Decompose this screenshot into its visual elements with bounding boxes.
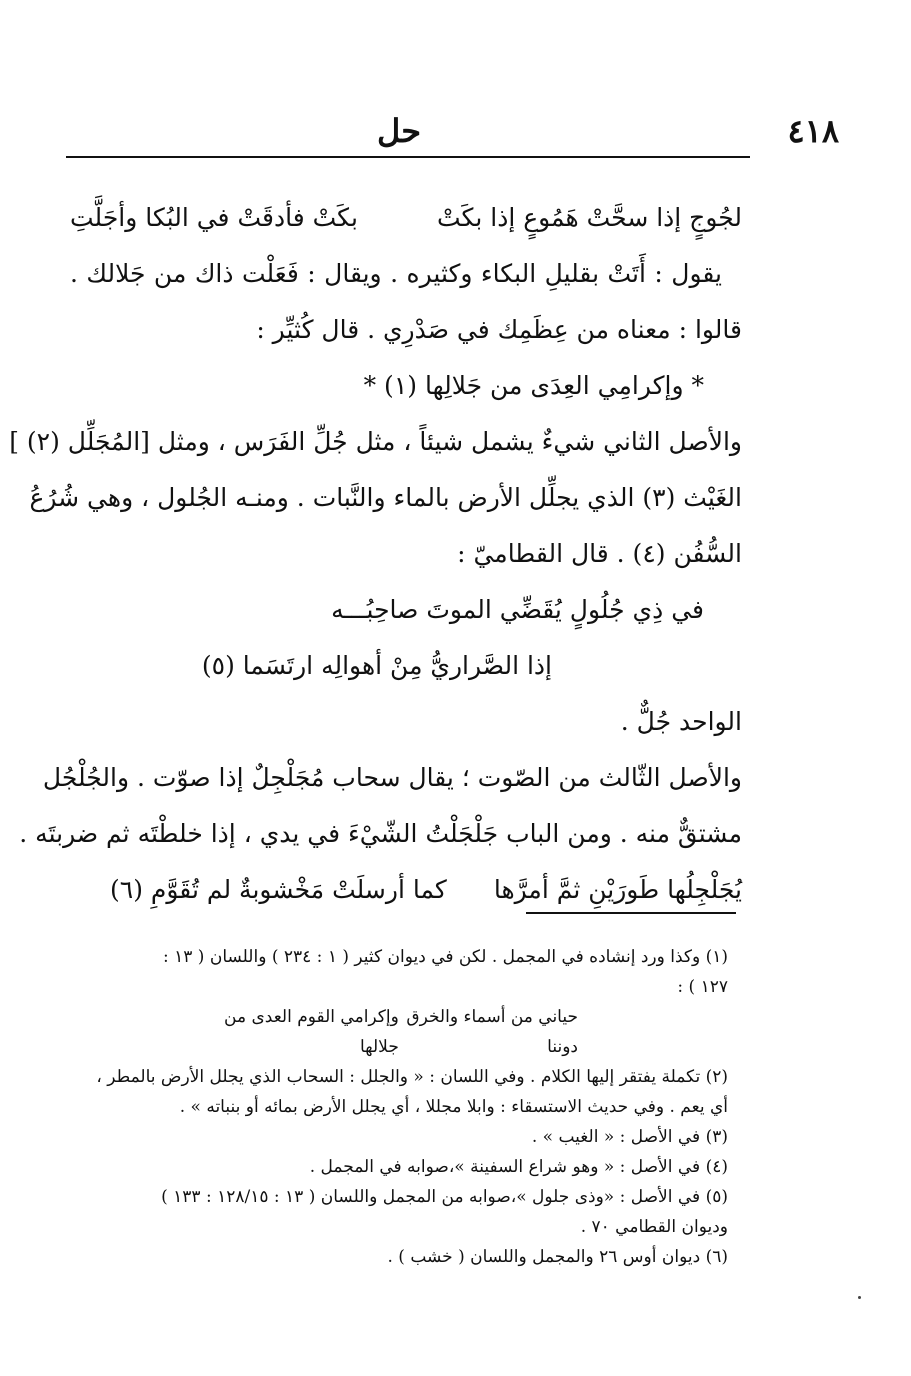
verse-hemistich-right: لجُوجٍ إذا سحَّتْ هَمُوعٍ إذا بكَتْ	[436, 203, 742, 232]
footnote-rule	[526, 912, 736, 914]
verse-line: إذا الصَّراريُّ مِنْ أهوالِه ارتَسَما (٥)	[201, 651, 552, 680]
footnote-1-cont: ١٢٧ ) :	[677, 977, 728, 997]
footnote-5-cont: وديوان القطامي ٧٠ .	[580, 1217, 728, 1237]
footnote-3: (٣) في الأصل : « الغيب » .	[531, 1127, 728, 1147]
verse-line: في ذِي جُلُولٍ يُقَضِّي الموتَ صاحِبُـــه	[331, 595, 704, 624]
footnote-4: (٤) في الأصل : « وهو شراع السفينة »،صوابه في المجمل .	[309, 1157, 728, 1177]
page-header	[66, 112, 839, 156]
footnote-verse-right: حياني من أسماء والخرق دوننا	[406, 1007, 578, 1057]
text-line: الغَيْث (٣) الذي يجلِّل الأرض بالماء والنَّبات . ومنـه الجُلول ، وهي شُرُعُ	[29, 483, 742, 512]
page-number: ٤١٨	[787, 112, 839, 150]
main-text	[9, 190, 742, 918]
running-title: حل	[376, 112, 421, 150]
verse-hemistich-left: كما أرسلَتْ مَخْشوبةٌ لم تُقَوَّمِ (٦)	[110, 875, 447, 904]
text-line: مشتقٌّ منه . ومن الباب جَلْجَلْتُ الشّيْءَ في يدي ، إذا خلطْتَه ثم ضربتَه .	[19, 819, 742, 848]
page-speck	[858, 1296, 861, 1299]
footnote-verse	[60, 1002, 728, 1062]
text-line: والأصل الثاني شيءٌ يشمل شيئاً ، مثل جُلِّ الفَرَس ، ومثل [المُجَلِّل (٢) ]	[9, 427, 742, 456]
verse-line: * وإكرامِي العِدَى من جَلالِها (١) *	[363, 371, 704, 400]
footnote-5: (٥) في الأصل : «وذى جلول »،صوابه من المجمل واللسان ( ١٣ : ١٢٨/١٥ : ١٣٣ )	[161, 1187, 728, 1207]
verse-line	[70, 862, 742, 918]
text-line: والأصل الثّالث من الصّوت ؛ يقال سحاب مُجَلْجِلٌ إذا صوّت . والجُلْجُل	[42, 763, 742, 792]
verse-line	[70, 190, 742, 246]
footnotes	[60, 942, 728, 1272]
footnote-1: (١) وكذا ورد إنشاده في المجمل . لكن في ديوان كثير ( ١ : ٢٣٤ ) واللسان ( ١٣ :	[163, 947, 728, 967]
text-line: الواحد جُلٌّ .	[620, 707, 742, 736]
footnote-2-cont: أي يعم . وفي حديث الاستسقاء : وابلا مجللا ، أي يجلل الأرض بمائه أو بنباته » .	[179, 1097, 728, 1117]
header-rule	[66, 156, 750, 158]
footnote-2: (٢) تكملة يفتقر إليها الكلام . وفي اللسان : « والجلل : السحاب الذي يجلل الأرض بالمطر ،	[96, 1067, 728, 1087]
footnote-verse-left: وإكرامي القوم العدى من جلالها	[224, 1007, 399, 1057]
footnote-6: (٦) ديوان أوس ٢٦ والمجمل واللسان ( خشب ) .	[387, 1247, 728, 1267]
verse-hemistich-right: يُجَلْجِلُها طَورَيْنِ ثمَّ أمرَّها	[493, 875, 742, 904]
verse-hemistich-left: بكَتْ فأدقَتْ في البُكا وأجَلَّتِ	[70, 203, 358, 232]
text-line: السُّفُن (٤) . قال القطاميّ :	[457, 539, 742, 568]
text-line: قالوا : معناه من عِظَمِك في صَدْرِي . قال كُثيِّر :	[256, 315, 742, 344]
text-line: يقول : أَتَتْ بقليلِ البكاء وكثيره . ويقال : فَعَلْت ذاك من جَلالك .	[70, 259, 722, 288]
